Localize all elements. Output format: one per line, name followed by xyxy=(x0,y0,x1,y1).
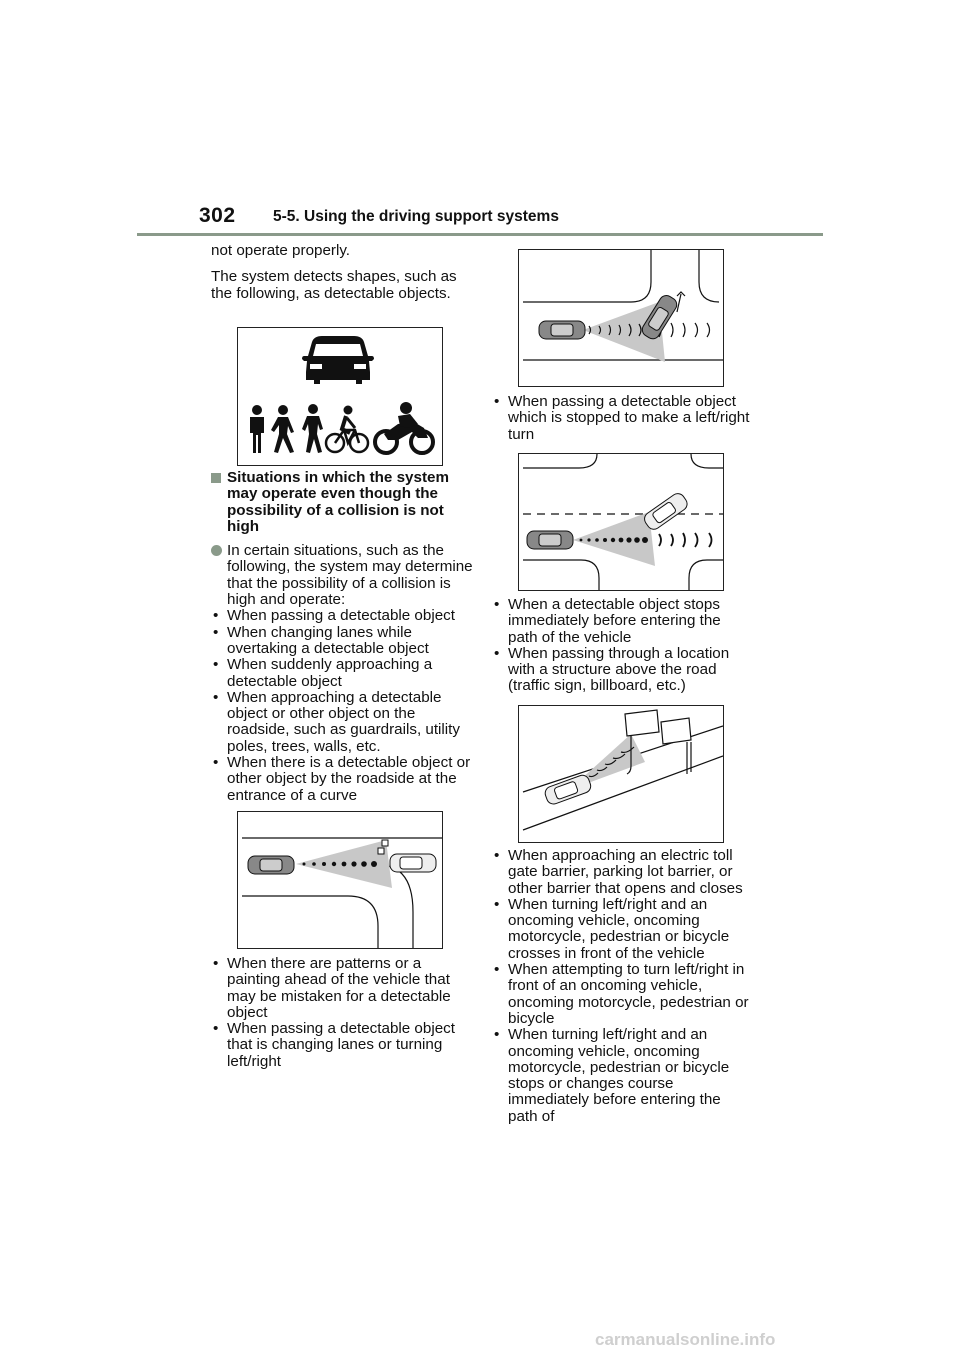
list-item: • When turning left/right and an oncoming vehicle, oncoming motorcycle, pedestrian or bicycle stops or changes course immediately before entering the path of xyxy=(492,1027,754,1125)
heading-text: Situations in which the system may operate even though the possibility of a collision is not high xyxy=(227,469,449,535)
vehicle-icon xyxy=(248,856,294,874)
circle-item-text: In certain situations, such as the following, the system may determine that the possibility of a collision is high and operate: xyxy=(227,542,473,609)
page-number: 302 xyxy=(199,204,236,227)
circle-item xyxy=(211,543,473,608)
list-item: • When approaching a detectable object or other object on the roadside, such as guardrails, utility poles, trees, walls, etc. xyxy=(211,690,473,755)
list-item: • When attempting to turn left/right in front of an oncoming vehicle, oncoming motorcycle, pedestrian or bicycle xyxy=(492,962,754,1027)
vehicle-turning-figure xyxy=(518,249,724,387)
footer-watermark: carmanualsonline.info xyxy=(595,1330,776,1349)
situations-heading xyxy=(211,470,473,535)
intro-continued: not operate properly. xyxy=(211,242,351,259)
list-item: • When a detectable object stops immediately before entering the path of the vehicle xyxy=(492,597,754,646)
vehicle-icon xyxy=(539,321,585,339)
vehicle-icon xyxy=(527,531,573,549)
motorcycle-icon xyxy=(375,402,433,453)
list-item: • When suddenly approaching a detectable object xyxy=(211,657,473,690)
list-item: • When approaching an electric toll gate barrier, parking lot barrier, or other barrier that opens and closes xyxy=(492,848,754,897)
left-column-top xyxy=(211,243,473,312)
section-title: 5-5. Using the driving support systems xyxy=(273,208,559,225)
list-item: • When turning left/right and an oncoming vehicle, oncoming motorcycle, pedestrian or bicycle crosses in front of the vehicle xyxy=(492,897,754,962)
stopped-vehicle-icon xyxy=(642,491,690,532)
list-item: • When passing a detectable object xyxy=(211,608,473,624)
header-rule xyxy=(137,233,823,236)
heading-square-icon xyxy=(211,473,221,483)
left-column-main xyxy=(211,470,473,804)
right-column-b xyxy=(492,597,754,695)
vehicle-icon xyxy=(543,773,592,806)
list-item: • When passing through a location with a structure above the road (traffic sign, billboard, etc.) xyxy=(492,646,754,695)
circle-bullet-icon xyxy=(211,545,222,556)
left-column-bottom xyxy=(211,956,473,1070)
pedestrian-icon xyxy=(271,405,294,453)
right-column-a xyxy=(492,394,754,443)
bicycle-icon xyxy=(326,406,368,453)
stopped-turning-vehicle-figure xyxy=(518,453,724,591)
parked-vehicle-icon xyxy=(390,854,436,872)
pedestrian-icon xyxy=(250,405,264,453)
list-item: • When there is a detectable object or other object by the roadside at the entrance of a curve xyxy=(211,755,473,804)
list-item: • When passing a detectable object that is changing lanes or turning left/right xyxy=(211,1021,473,1070)
overhead-sign-figure xyxy=(518,705,724,843)
list-item: • When passing a detectable object which is stopped to make a left/right turn xyxy=(492,394,754,443)
curve-entrance-figure xyxy=(237,811,443,949)
list-item: • When changing lanes while overtaking a detectable object xyxy=(211,625,473,658)
detectable-objects-figure xyxy=(237,327,443,466)
car-icon xyxy=(302,336,374,384)
detects-text: The system detects shapes, such as the following, as detectable objects. xyxy=(211,268,457,302)
list-item: • When there are patterns or a painting ahead of the vehicle that may be mistaken for a detectable object xyxy=(211,956,473,1021)
right-column-c xyxy=(492,848,754,1125)
pedestrian-icon xyxy=(302,404,323,453)
